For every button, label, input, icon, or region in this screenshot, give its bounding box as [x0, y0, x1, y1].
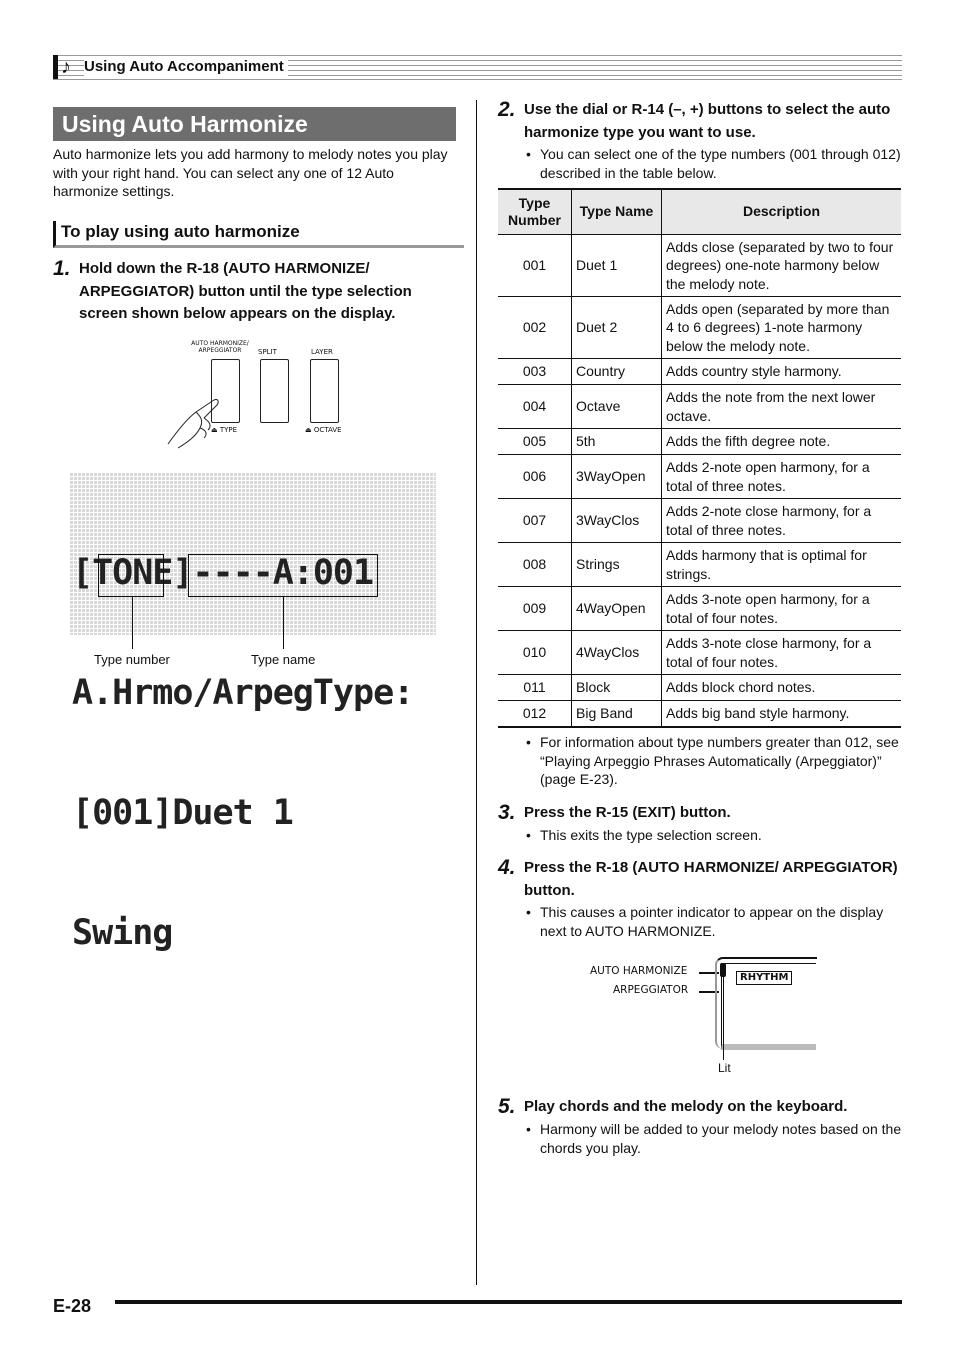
table-row: [498, 429, 901, 455]
step-5-bullet: • Harmony will be added to your melody notes based on the chords you play.: [526, 1121, 902, 1156]
step-4-bullet: • This causes a pointer indicator to appear on the display next to AUTO HARMONIZE.: [526, 904, 884, 939]
type-number-frame: [98, 554, 164, 597]
type-number-cell: 007: [498, 499, 572, 543]
type-number-callout: Type number: [94, 652, 170, 667]
type-name-cell: Duet 2: [572, 297, 662, 359]
table-row: [498, 701, 901, 727]
page-title: Using Auto Harmonize: [53, 107, 456, 141]
step-1-number: 1.: [53, 257, 71, 280]
description-cell: Adds the note from the next lower octave.: [662, 385, 902, 429]
type-number-cell: 004: [498, 385, 572, 429]
description-cell: Adds 2-note close harmony, for a total of three notes.: [662, 499, 902, 543]
type-number-cell: 003: [498, 359, 572, 385]
type-number-cell: 001: [498, 235, 572, 297]
lit-leader: [723, 977, 724, 1060]
type-number-cell: 005: [498, 429, 572, 455]
table-row: [498, 587, 901, 631]
step-2-text: Use the dial or R-14 (–, +) buttons to select the auto harmonize type you want to use.: [524, 101, 891, 141]
step-2-number: 2.: [498, 98, 516, 121]
description-cell: Adds the fifth degree note.: [662, 429, 902, 455]
arpeggiator-indicator-label: ARPEGGIATOR: [613, 984, 689, 996]
description-cell: Adds 3-note close harmony, for a total of four notes.: [662, 631, 902, 675]
description-cell: Adds country style harmony.: [662, 359, 902, 385]
type-name-callout: Type name: [251, 652, 316, 667]
header-description: Description: [662, 189, 902, 235]
type-name-cell: Strings: [572, 543, 662, 587]
type-name-cell: Country: [572, 359, 662, 385]
step-3-bullet: • This exits the type selection screen.: [526, 827, 762, 843]
table-row: [498, 385, 901, 429]
description-cell: Adds 3-note open harmony, for a total of four notes.: [662, 587, 902, 631]
type-number-leader: [132, 596, 133, 649]
auto-harmonize-label: AUTO HARMONIZE/ ARPEGGIATOR: [191, 340, 249, 354]
lcd-line-1: [TONE]----A:001: [72, 553, 374, 593]
description-cell: Adds block chord notes.: [662, 675, 902, 701]
type-number-cell: 002: [498, 297, 572, 359]
lcd-line-2: A.Hrmo/ArpegType:: [72, 673, 414, 713]
step-1-text: Hold down the R-18 (AUTO HARMONIZE/ ARPEGGIATOR) button until the type selection screen shown below appears on the display.: [79, 260, 412, 322]
type-number-cell: 011: [498, 675, 572, 701]
description-cell: Adds harmony that is optimal for strings.: [662, 543, 902, 587]
table-row: [498, 675, 901, 701]
lcd-line-4: Swing: [72, 913, 173, 953]
step-4-text: Press the R-18 (AUTO HARMONIZE/ ARPEGGIATOR) button.: [524, 859, 898, 899]
step-4-number: 4.: [498, 856, 516, 879]
music-note-icon: ♪: [61, 56, 71, 78]
table-row: [498, 455, 901, 499]
type-number-cell: 006: [498, 455, 572, 499]
type-label: ⏏ TYPE: [211, 426, 238, 434]
description-cell: Adds big band style harmony.: [662, 701, 902, 727]
table-header-row: [498, 189, 901, 235]
section-header: Using Auto Accompaniment: [84, 58, 288, 76]
step-3-number: 3.: [498, 801, 516, 824]
type-name-cell: Block: [572, 675, 662, 701]
split-label: SPLIT: [258, 348, 277, 356]
rhythm-indicator: RHYTHM: [736, 971, 792, 985]
type-number-cell: 010: [498, 631, 572, 675]
table-row: [498, 297, 901, 359]
step-5-number: 5.: [498, 1095, 516, 1118]
header-bar: [53, 55, 58, 79]
auto-harmonize-indicator-label: AUTO HARMONIZE: [590, 965, 688, 977]
table-row: [498, 499, 901, 543]
type-number-cell: 009: [498, 587, 572, 631]
page-number: E-28: [53, 1296, 92, 1316]
type-name-cell: Big Band: [572, 701, 662, 727]
description-cell: Adds open (separated by more than 4 to 6 degrees) 1-note harmony below the melody note.: [662, 297, 902, 359]
subheading: To play using auto harmonize: [53, 221, 464, 248]
table-row: [498, 235, 901, 297]
type-name-cell: 4WayOpen: [572, 587, 662, 631]
type-number-cell: 008: [498, 543, 572, 587]
type-name-frame: [188, 554, 378, 597]
intro-paragraph: Auto harmonize lets you add harmony to melody notes you play with your right hand. You can select any one of 12 Auto harmonize settings.: [53, 146, 448, 200]
header-type-name: Type Name: [572, 189, 662, 235]
type-name-cell: 3WayClos: [572, 499, 662, 543]
type-number-cell: 012: [498, 701, 572, 727]
table-row: [498, 359, 901, 385]
type-name-cell: 4WayClos: [572, 631, 662, 675]
column-divider: [476, 100, 477, 1285]
pointer-indicator-illustration: [585, 955, 815, 1080]
hand-icon: [160, 338, 360, 458]
table-note: • For information about type numbers greater than 012, see “Playing Arpeggio Phrases Automatically (Arpeggiator)” (page E-23).: [526, 734, 899, 787]
type-name-cell: 3WayOpen: [572, 455, 662, 499]
type-name-cell: Duet 1: [572, 235, 662, 297]
panel-buttons-illustration: [160, 338, 360, 458]
footer-rule: [115, 1300, 902, 1304]
description-cell: Adds close (separated by two to four degrees) one-note harmony below the melody note.: [662, 235, 902, 297]
table-row: [498, 631, 901, 675]
step-2-bullet: • You can select one of the type numbers (001 through 012) described in the table below.: [526, 146, 901, 181]
pointer-indicator: [720, 963, 726, 977]
step-3-text: Press the R-15 (EXIT) button.: [524, 804, 731, 821]
header-type-number: Type Number: [498, 189, 572, 235]
description-cell: Adds 2-note open harmony, for a total of three notes.: [662, 455, 902, 499]
lcd-line-3: [001]Duet 1: [72, 793, 293, 833]
octave-label: ⏏ OCTAVE: [305, 426, 342, 434]
table-row: [498, 543, 901, 587]
type-name-cell: 5th: [572, 429, 662, 455]
auto-harmonize-types-table: [498, 188, 901, 728]
type-name-cell: Octave: [572, 385, 662, 429]
layer-label: LAYER: [311, 348, 333, 356]
lit-label: Lit: [718, 1061, 731, 1075]
type-name-leader: [283, 596, 284, 649]
step-5-text: Play chords and the melody on the keyboard.: [524, 1098, 848, 1115]
